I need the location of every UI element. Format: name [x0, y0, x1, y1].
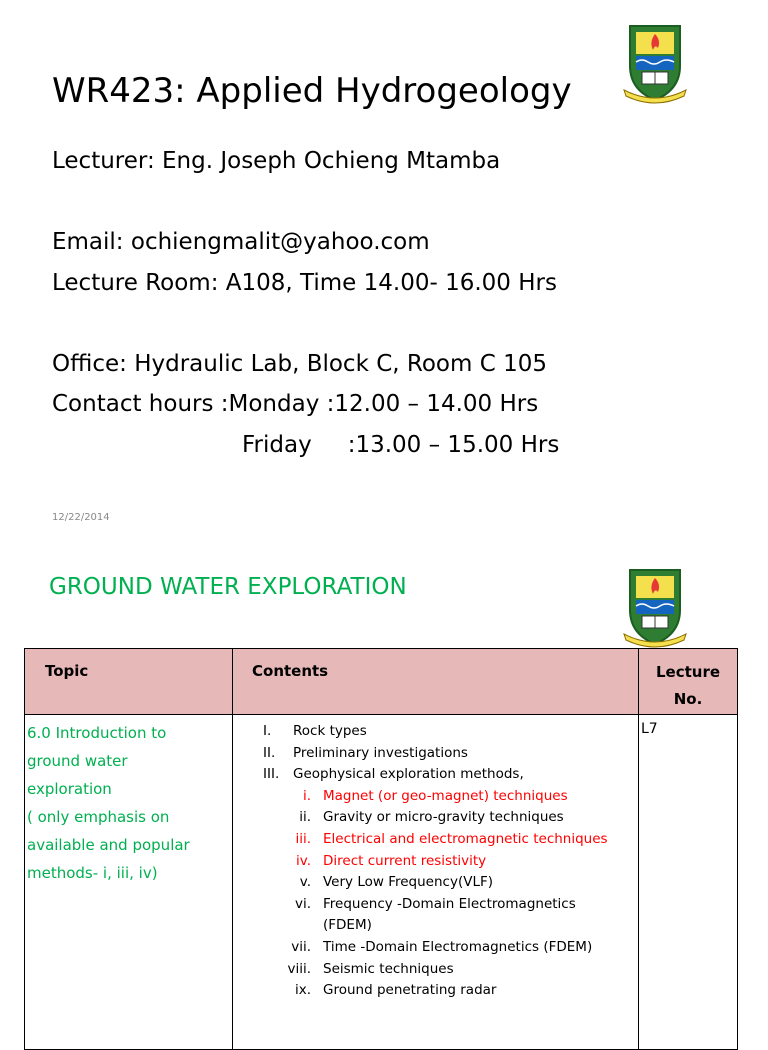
list-item: vi. Frequency -Domain Electromagnetics [294, 895, 576, 912]
email-line: Email: ochiengmalit@yahoo.com [52, 229, 430, 255]
list-item: i. Magnet (or geo-magnet) techniques [302, 787, 568, 804]
list-item: v. Very Low Frequency(VLF) [299, 874, 493, 891]
slide-date: 12/22/2014 [52, 512, 110, 523]
table-row [25, 715, 738, 1050]
list-item: vii. Time -Domain Electromagnetics (FDEM) [291, 938, 593, 955]
university-crest-logo [622, 564, 688, 648]
contents-cell [233, 715, 639, 1050]
table-header-row [25, 649, 738, 715]
list-item: II. Preliminary investigations [263, 744, 468, 761]
contents-list [233, 721, 638, 1002]
course-details [52, 141, 559, 465]
list-item: ix. Ground penetrating radar [294, 982, 497, 999]
header-contents: Contents [233, 649, 639, 715]
course-title: WR423: Applied Hydrogeology [52, 71, 572, 111]
section-title: GROUND WATER EXPLORATION [49, 574, 407, 600]
friday-label: Friday [242, 431, 312, 458]
content-slide [0, 540, 768, 1024]
list-item: (FDEM) [323, 917, 372, 934]
header-lecture-no: Lecture No. [639, 649, 738, 715]
list-item: iii. Electrical and electromagnetic techniques [295, 830, 608, 847]
lecture-no-cell: L7 [639, 715, 738, 1050]
list-item: I. Rock types [263, 723, 367, 739]
list-item: ii. Gravity or micro-gravity techniques [299, 809, 564, 826]
course-topic-table [24, 648, 738, 1050]
university-crest-logo [622, 20, 688, 104]
office-line: Office: Hydraulic Lab, Block C, Room C 105 [52, 350, 547, 377]
lecture-room-line: Lecture Room: A108, Time 14.00- 16.00 Hrs [52, 269, 557, 296]
friday-time: :13.00 – 15.00 Hrs [347, 431, 560, 458]
list-item: III. Geophysical exploration methods, [263, 766, 524, 783]
contact-hours-friday-line [52, 425, 559, 466]
header-topic: Topic [25, 649, 233, 715]
topic-cell: 6.0 Introduction to ground water exploration ( only emphasis on available and popular methods- i, iii, iv) [25, 715, 233, 1050]
contact-hours-line: Contact hours :Monday :12.00 – 14.00 Hrs [52, 391, 539, 417]
list-item: iv. Direct current resistivity [296, 852, 487, 869]
lecturer-line: Lecturer: Eng. Joseph Ochieng Mtamba [52, 148, 501, 174]
list-item: viii. Seismic techniques [287, 960, 454, 977]
